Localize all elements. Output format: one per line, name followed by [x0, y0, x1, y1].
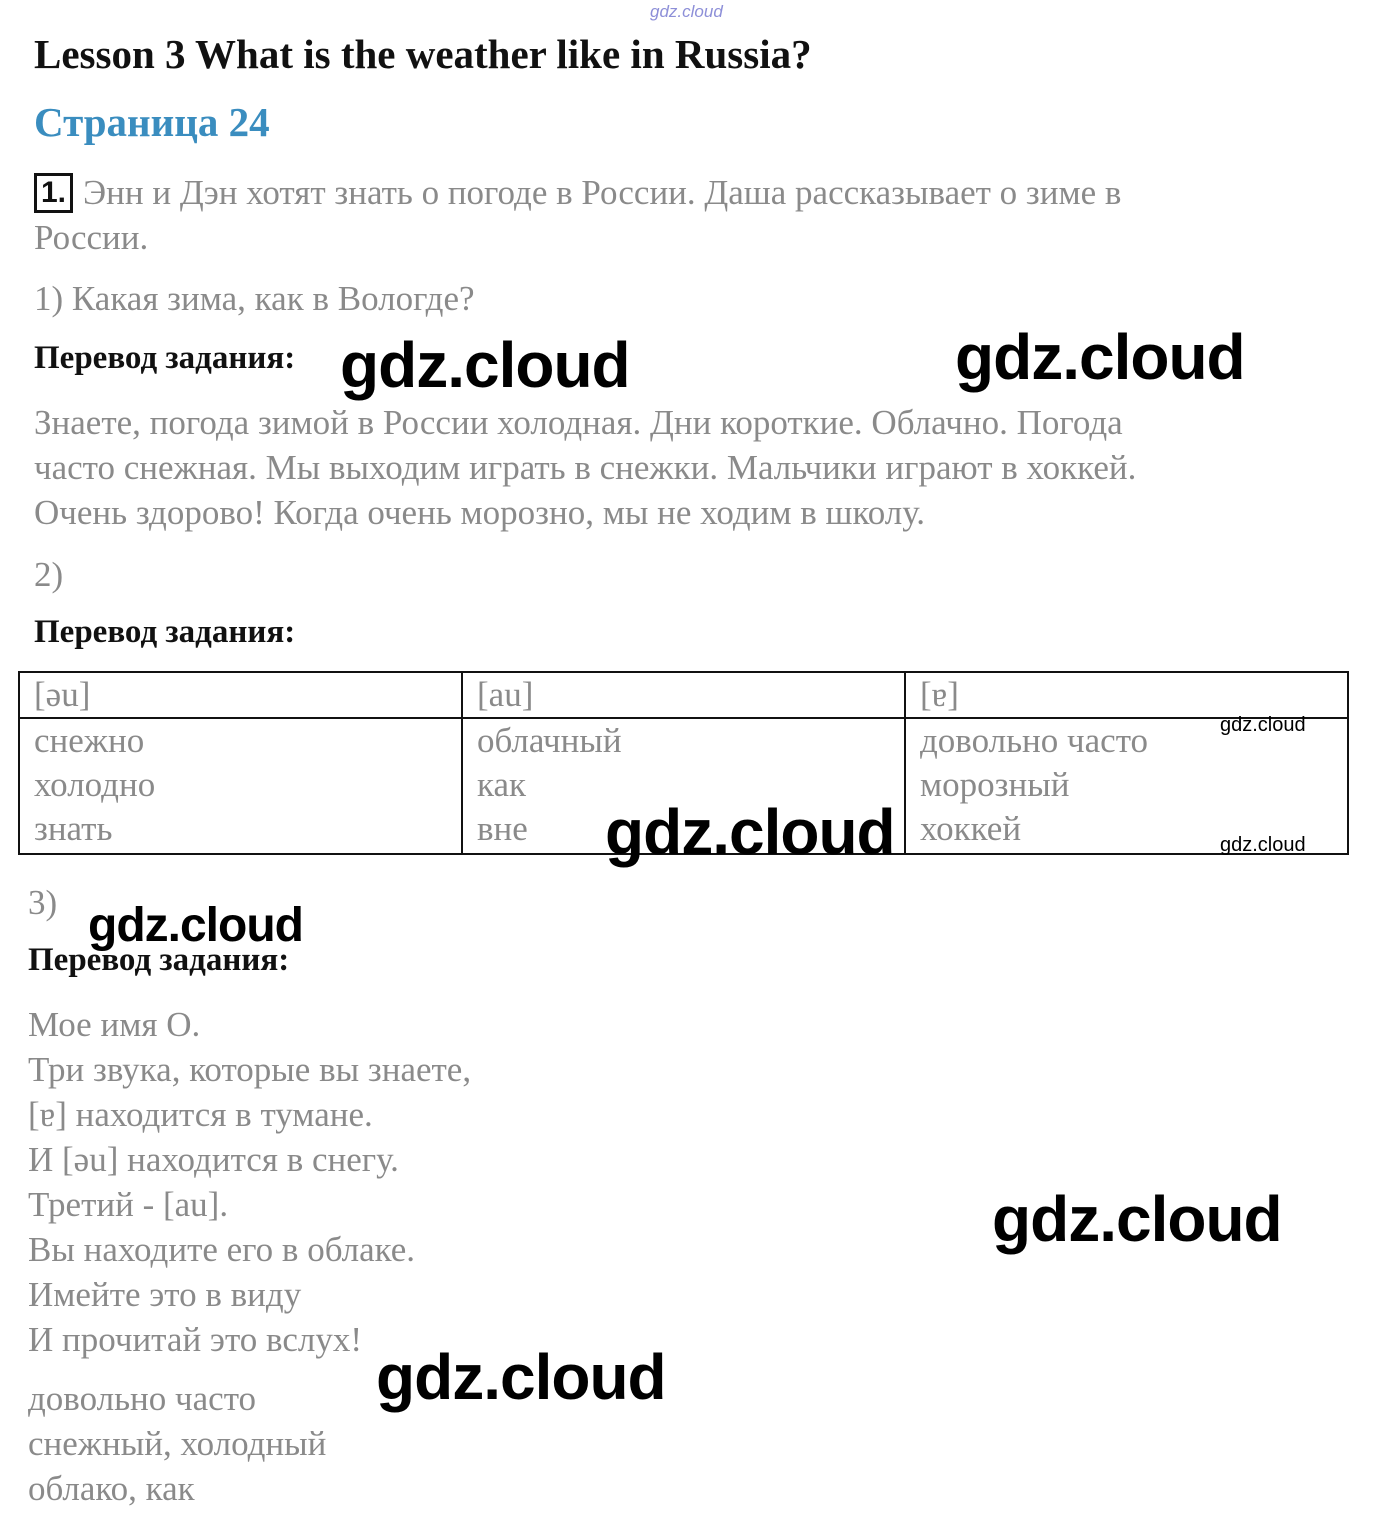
- watermark: gdz.cloud: [992, 1183, 1282, 1255]
- watermark-top: gdz.cloud: [650, 2, 723, 21]
- poem-line: И прочитай это вслух!: [28, 1320, 363, 1359]
- watermark-small: gdz.cloud: [1220, 714, 1306, 736]
- sound-header: [əu]: [19, 672, 462, 718]
- poem-line: Вы находите его в облаке.: [28, 1230, 416, 1269]
- sound-word: снежно: [34, 721, 145, 760]
- poem-line: И [əu] находится в снегу.: [28, 1140, 399, 1179]
- sound-word: облачный: [477, 721, 622, 760]
- word-list: [28, 1376, 326, 1511]
- task-number: 1.: [34, 173, 73, 213]
- word-list-item: снежный, холодный: [28, 1424, 327, 1463]
- sound-header: [ɐ]: [905, 672, 1348, 718]
- translation-label-1: Перевод задания:: [34, 340, 296, 376]
- part1-text-line: часто снежная. Мы выходим играть в снежки. Мальчики играют в хоккей.: [34, 448, 1137, 487]
- sound-header: [au]: [462, 672, 905, 718]
- task-intro: [34, 170, 1354, 260]
- part1-question: 1) Какая зима, как в Вологде?: [34, 279, 475, 318]
- task-intro-line1: Энн и Дэн хотят знать о погоде в России. Даша рассказывает о зиме в: [83, 173, 1122, 212]
- sound-word: как: [477, 765, 527, 804]
- watermark-small: gdz.cloud: [1220, 834, 1306, 856]
- sound-word: морозный: [920, 765, 1070, 804]
- poem-line: [ɐ] находится в тумане.: [28, 1095, 373, 1134]
- translation-label-2: Перевод задания:: [34, 614, 296, 650]
- word-list-item: довольно часто: [28, 1379, 257, 1418]
- sound-column: [19, 718, 462, 854]
- poem: [28, 1002, 471, 1362]
- watermark: gdz.cloud: [340, 329, 630, 401]
- task-intro-line2: России.: [34, 218, 149, 257]
- part1-text-line: Очень здорово! Когда очень морозно, мы не ходим в школу.: [34, 493, 925, 532]
- sound-word: хоккей: [920, 809, 1022, 848]
- page-heading: Страница 24: [34, 99, 270, 145]
- sound-word: холодно: [34, 765, 156, 804]
- sound-word: знать: [34, 809, 113, 848]
- lesson-title: Lesson 3 What is the weather like in Russia?: [34, 31, 812, 77]
- sound-word: вне: [477, 809, 528, 848]
- poem-line: Третий - [au].: [28, 1185, 229, 1224]
- part1-text: [34, 400, 1136, 535]
- sound-word: довольно часто: [920, 721, 1149, 760]
- watermark: gdz.cloud: [955, 321, 1245, 393]
- watermark: gdz.cloud: [88, 899, 303, 952]
- poem-line: Мое имя О.: [28, 1005, 201, 1044]
- poem-line: Имейте это в виду: [28, 1275, 302, 1314]
- word-list-item: облако, как: [28, 1469, 195, 1508]
- part3-label: 3): [28, 883, 58, 922]
- sound-table-header-row: [19, 672, 1348, 718]
- part1-text-line: Знаете, погода зимой в России холодная. Дни короткие. Облачно. Погода: [34, 403, 1123, 442]
- watermark: gdz.cloud: [376, 1341, 666, 1413]
- watermark: gdz.cloud: [605, 796, 895, 868]
- part2-label: 2): [34, 555, 64, 594]
- poem-line: Три звука, которые вы знаете,: [28, 1050, 472, 1089]
- translation-label-3: Перевод задания:: [28, 942, 290, 978]
